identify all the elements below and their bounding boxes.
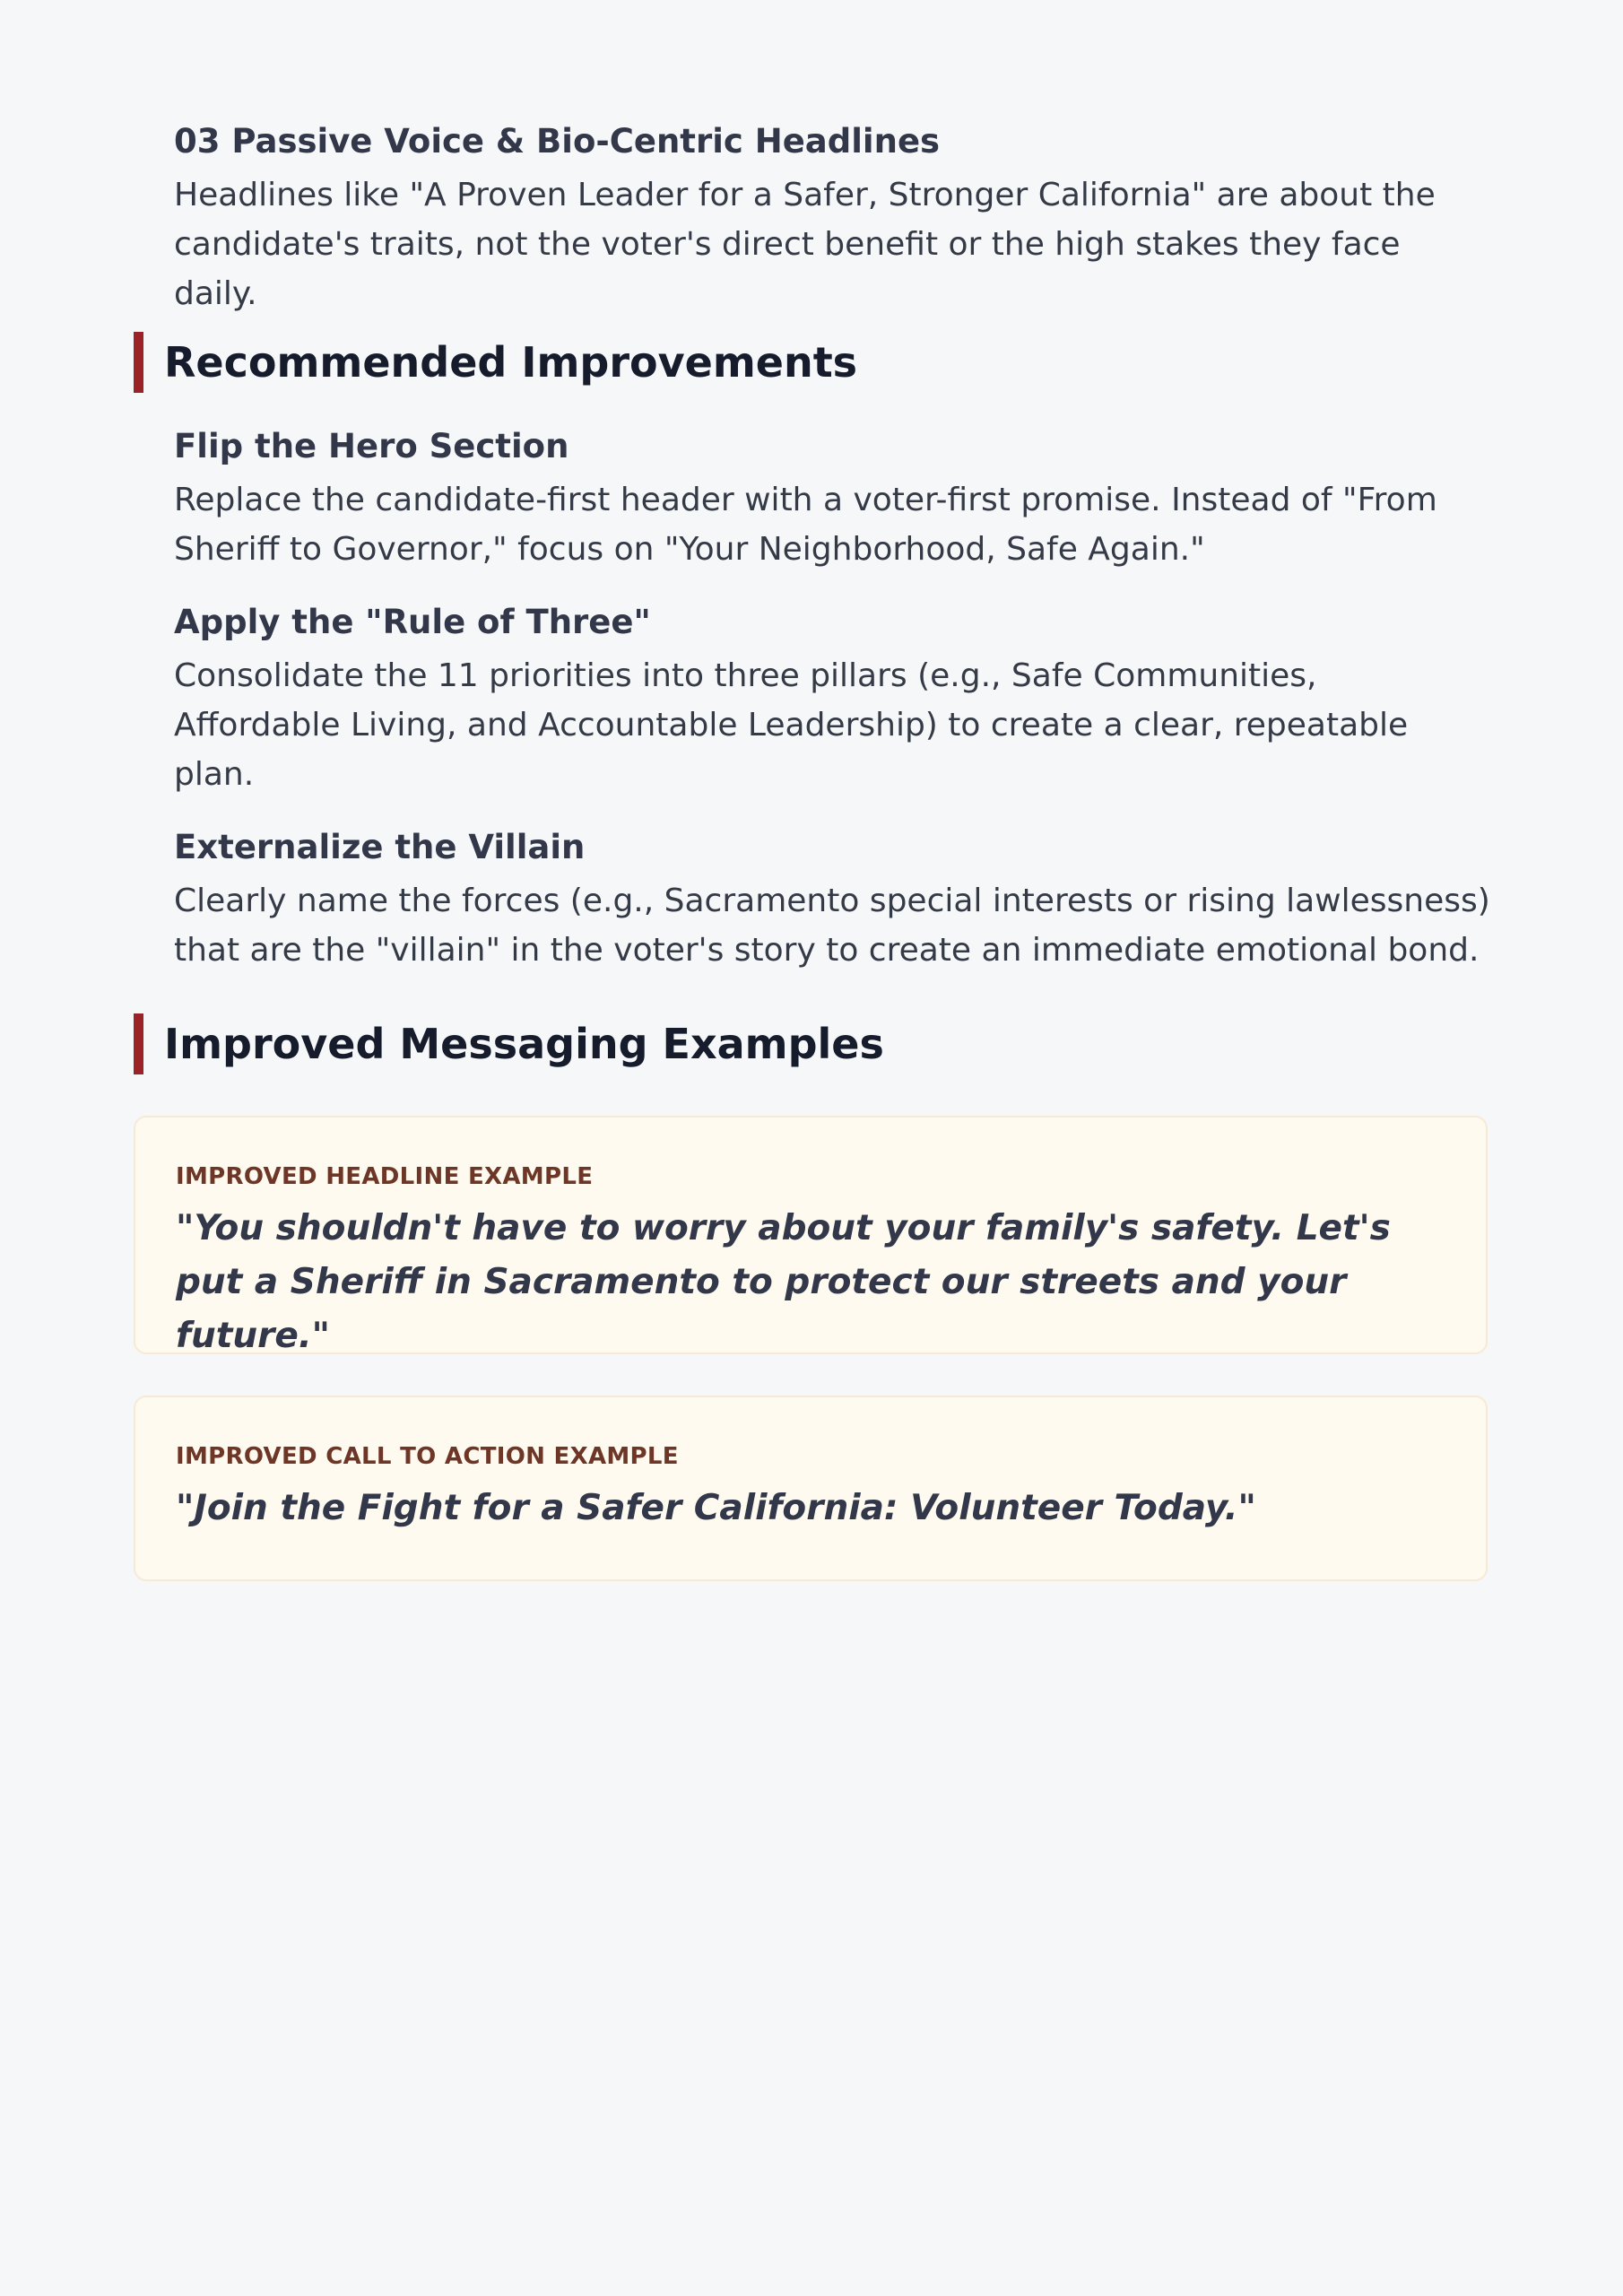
issue-title: 03 Passive Voice & Bio-Centric Headlines — [174, 122, 941, 161]
card-label: IMPROVED HEADLINE EXAMPLE — [176, 1163, 594, 1190]
card-quote: "Join the Fight for a Safer California: Volunteer Today." — [176, 1488, 1256, 1528]
section-heading-recommendations — [134, 332, 1497, 393]
list-item — [174, 822, 1492, 975]
section-title: Improved Messaging Examples — [164, 1020, 884, 1068]
card-label: IMPROVED CALL TO ACTION EXAMPLE — [176, 1443, 679, 1470]
list-item — [174, 422, 1492, 574]
recommendation-body: Consolidate the 11 priorities into three pillars (e.g., Safe Communities, Affordable Living, and Accountable Leadership) to create a clear, repeatable plan. — [174, 657, 1409, 793]
issue-body: Headlines like "A Proven Leader for a Safer, Stronger California" are about the candidate's traits, not the voter's direct benefit or the high stakes they face daily. — [174, 177, 1436, 312]
section-accent-bar — [134, 1013, 143, 1074]
example-card-call-to-action — [134, 1396, 1488, 1581]
recommendation-title: Apply the "Rule of Three" — [174, 603, 651, 641]
recommendations-list — [174, 422, 1492, 998]
section-accent-bar — [134, 332, 143, 393]
example-card-headline — [134, 1116, 1488, 1354]
issue-item — [174, 117, 1492, 318]
card-quote: "You shouldn't have to worry about your family's safety. Let's put a Sheriff in Sacramento to protect our streets and your future." — [176, 1208, 1391, 1356]
section-heading-examples — [134, 1013, 1497, 1074]
section-title: Recommended Improvements — [164, 338, 858, 387]
recommendation-title: Flip the Hero Section — [174, 427, 569, 465]
recommendation-title: Externalize the Villain — [174, 828, 586, 866]
recommendation-body: Replace the candidate-first header with a voter-first promise. Instead of "From Sheriff to Governor," focus on "Your Neighborhood, Safe Again." — [174, 482, 1437, 568]
recommendation-body: Clearly name the forces (e.g., Sacramento special interests or rising lawlessness) that are the "villain" in the voter's story to create an immediate emotional bond. — [174, 883, 1490, 969]
list-item — [174, 597, 1492, 799]
